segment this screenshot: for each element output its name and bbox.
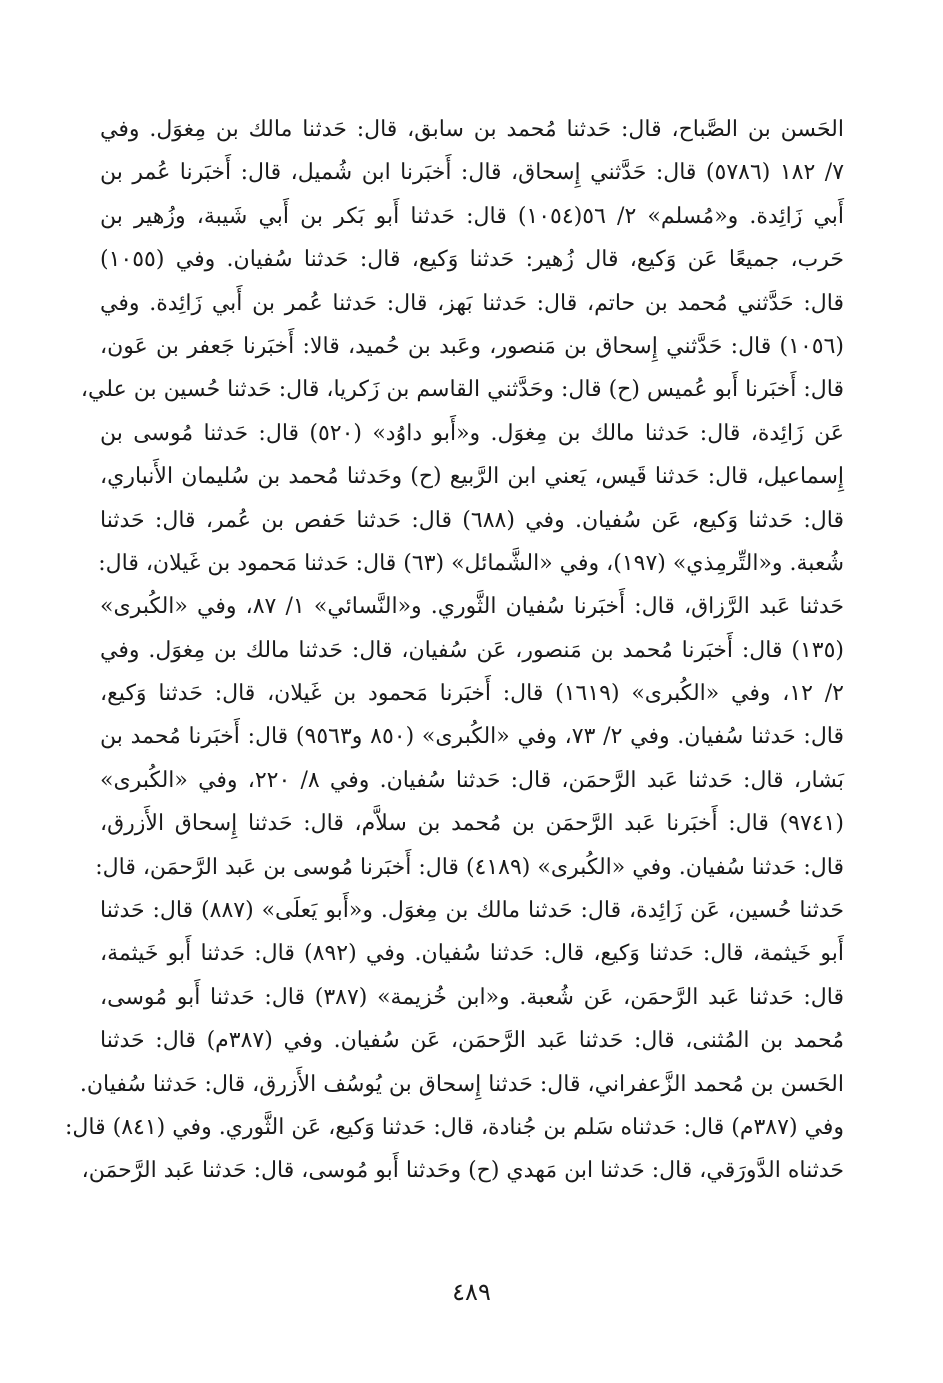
text-line: ٧/ ١٨٢ (٥٧٨٦) قال: حَدَّثني إِسحاق، قال: أَخبَرنا ابن شُميل، قال: أَخبَرنا عُمر بن xyxy=(100,160,845,186)
page-number: ٤٨٩ xyxy=(452,1278,491,1306)
text-line: حَدثنا حُسين، عَن زَائِدة، قال: حَدثنا مالك بن مِغوَل. و«أَبو يَعلَى» (٨٨٧) قال: حَدثنا xyxy=(100,898,844,924)
text-line: بَشار، قال: حَدثنا عَبد الرَّحمَن، قال: حَدثنا سُفيان. وفي ٨/ ٢٢٠، وفي «الكُبرى» xyxy=(100,767,845,793)
text-line: الحَسن بن الصَّباح، قال: حَدثنا مُحمد بن سابق، قال: حَدثنا مالك بن مِغوَل. وفي xyxy=(100,117,844,142)
text-line: الحَسن بن مُحمد الزَّعفراني، قال: حَدثنا إِسحاق بن يُوسُف الأَزرق، قال: حَدثنا سُفيان. xyxy=(79,1071,844,1097)
text-line: قال: حَدَّثني مُحمد بن حاتم، قال: حَدثنا بَهز، قال: حَدثنا عُمر بن أَبي زَائِدة. وفي xyxy=(100,290,844,316)
text-line: ٢/ ١٢، وفي «الكُبرى» (١٦١٩) قال: أَخبَرنا مَحمود بن غَيلان، قال: حَدثنا وَكيع، xyxy=(100,681,844,707)
text-line: أَبي زَائِدة. و«مُسلم» ٢/ ٥٦(١٠٥٤) قال: حَدثنا أَبو بَكر بن أَبي شَيبة، وزُهير بن xyxy=(100,203,845,229)
text-line: أَبو خَيثمة، قال: حَدثنا وَكيع، قال: حَدثنا سُفيان. وفي (٨٩٢) قال: حَدثنا أَبو خَيثمة، xyxy=(100,941,844,967)
text-line: حَدثناه الدَّورَقي، قال: حَدثنا ابن مَهدي (ح) وحَدثنا أَبو مُوسى، قال: حَدثنا عَبد الرَّحمَن، xyxy=(81,1158,844,1184)
text-line: حَدثنا عَبد الرَّزاق، قال: أَخبَرنا سُفيان الثَّوري. و«النَّسائي» ١/ ٨٧، وفي «الكُبرى» xyxy=(100,594,845,620)
text-line: قال: حَدثنا سُفيان. وفي «الكُبرى» (٤١٨٩) قال: أَخبَرنا مُوسى بن عَبد الرَّحمَن، قال: xyxy=(95,854,844,880)
text-line: (١٣٥) قال: أَخبَرنا مُحمد بن مَنصور، عَن سُفيان، قال: حَدثنا مالك بن مِغوَل. وفي xyxy=(100,637,844,663)
text-line: عَن زَائِدة، قال: حَدثنا مالك بن مِغوَل. و«أَبو داوُد» (٥٢٠) قال: حَدثنا مُوسى بن xyxy=(100,420,845,446)
text-line: وفي (٣٨٧م) قال: حَدثناه سَلم بن جُنادة، قال: حَدثنا وَكيع، عَن الثَّوري. وفي (٨٤١) قال: xyxy=(64,1114,844,1140)
text-line: إِسماعيل، قال: حَدثنا قَيس، يَعني ابن الرَّبيع (ح) وحَدثنا مُحمد بن سُليمان الأَنباري، xyxy=(100,464,844,490)
text-line: قال: أَخبَرنا أَبو عُميس (ح) قال: وحَدَّثني القاسم بن زَكريا، قال: حَدثنا حُسين بن علي، xyxy=(80,377,844,403)
text-line: مُحمد بن المُثنى، قال: حَدثنا عَبد الرَّحمَن، عَن سُفيان. وفي (٣٨٧م) قال: حَدثنا xyxy=(100,1028,844,1054)
text-line: قال: حَدثنا سُفيان. وفي ٢/ ٧٣، وفي «الكُبرى» (٨٥٠ و٩٥٦٣) قال: أَخبَرنا مُحمد بن xyxy=(100,724,845,750)
text-line: قال: حَدثنا عَبد الرَّحمَن، عَن شُعبة. و«ابن خُزيمة» (٣٨٧) قال: حَدثنا أَبو مُوسى، xyxy=(100,984,844,1010)
text-line: شُعبة. و«التِّرمِذي» (١٩٧)، وفي «الشَّمائل» (٦٣) قال: حَدثنا مَحمود بن غَيلان، قال: xyxy=(98,550,844,576)
text-line: (٩٧٤١) قال: أَخبَرنا عَبد الرَّحمَن بن مُحمد بن سلاَّم، قال: حَدثنا إِسحاق الأَزرق، xyxy=(100,811,844,837)
text-line: قال: حَدثنا وَكيع، عَن سُفيان. وفي (٦٨٨) قال: حَدثنا حَفص بن عُمر، قال: حَدثنا xyxy=(100,507,844,533)
body-text xyxy=(64,108,845,1193)
text-line: (١٠٥٦) قال: حَدَّثني إِسحاق بن مَنصور، وعَبد بن حُميد، قالا: أَخبَرنا جَعفر بن عَون، xyxy=(100,333,844,359)
text-line: حَرب، جميعًا عَن وَكيع، قال زُهير: حَدثنا وَكيع، قال: حَدثنا سُفيان. وفي (١٠٥٥) xyxy=(100,247,844,273)
